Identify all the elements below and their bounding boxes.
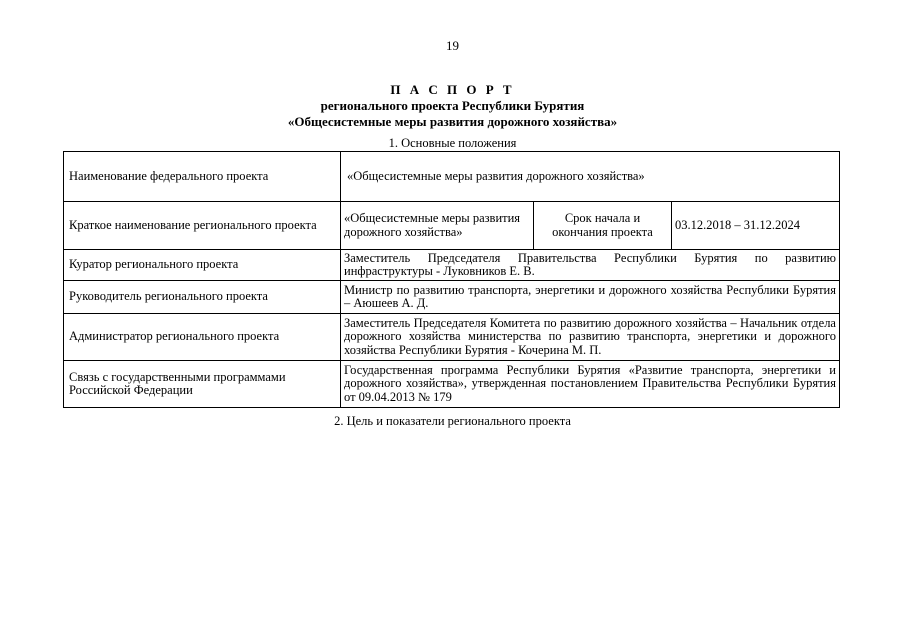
title-passport: П А С П О Р Т: [390, 82, 515, 97]
project-period-value: 03.12.2018 – 31.12.2024: [672, 202, 840, 250]
section-2-heading: 2. Цель и показатели регионального проекта: [334, 414, 571, 428]
administrator-label: Администратор регионального проекта: [64, 314, 341, 361]
table-row-head: [64, 281, 840, 314]
passport-table: [63, 151, 840, 408]
page-number: 19: [446, 38, 459, 53]
table-row-administrator: [64, 314, 840, 361]
curator-label: Куратор регионального проекта: [64, 250, 341, 281]
title-project-name: «Общесистемные меры развития дорожного хозяйства»: [287, 114, 618, 129]
table-row-curator: [64, 250, 840, 281]
section-1-heading: 1. Основные положения: [388, 136, 517, 150]
short-name-value: «Общесистемные меры развития дорожного хозяйства»: [341, 202, 534, 250]
federal-project-label: Наименование федерального проекта: [64, 152, 341, 202]
short-name-label: Краткое наименование регионального проекта: [64, 202, 341, 250]
table-row-federal-project: [64, 152, 840, 202]
table-row-state-programs: [64, 361, 840, 408]
curator-value: Заместитель Председателя Правительства Республики Бурятия по развитию инфраструктуры - Луковников Е. В.: [341, 250, 840, 281]
state-programs-value: Государственная программа Республики Бурятия «Развитие транспорта, энергетики и дорожного хозяйства», утвержденная постановлением Правительства Республики Бурятия от 09.04.2013 № 179: [341, 361, 840, 408]
state-programs-label: Связь с государственными программами Российской Федерации: [64, 361, 341, 408]
head-value: Министр по развитию транспорта, энергетики и дорожного хозяйства Республики Бурятия – Аюшеев А. Д.: [341, 281, 840, 314]
federal-project-value: «Общесистемные меры развития дорожного хозяйства»: [341, 152, 840, 202]
administrator-value: Заместитель Председателя Комитета по развитию дорожного хозяйства – Начальник отдела дорожного хозяйства министерства по развитию транспорта, энергетики и дорожного хозяйства Республики Бурятия - Кочерина М. П.: [341, 314, 840, 361]
title-region: регионального проекта Республики Бурятия: [320, 98, 585, 113]
project-period-label: Срок начала и окончания проекта: [534, 202, 672, 250]
document-title: [0, 82, 905, 130]
head-label: Руководитель регионального проекта: [64, 281, 341, 314]
table-row-short-name: [64, 202, 840, 250]
